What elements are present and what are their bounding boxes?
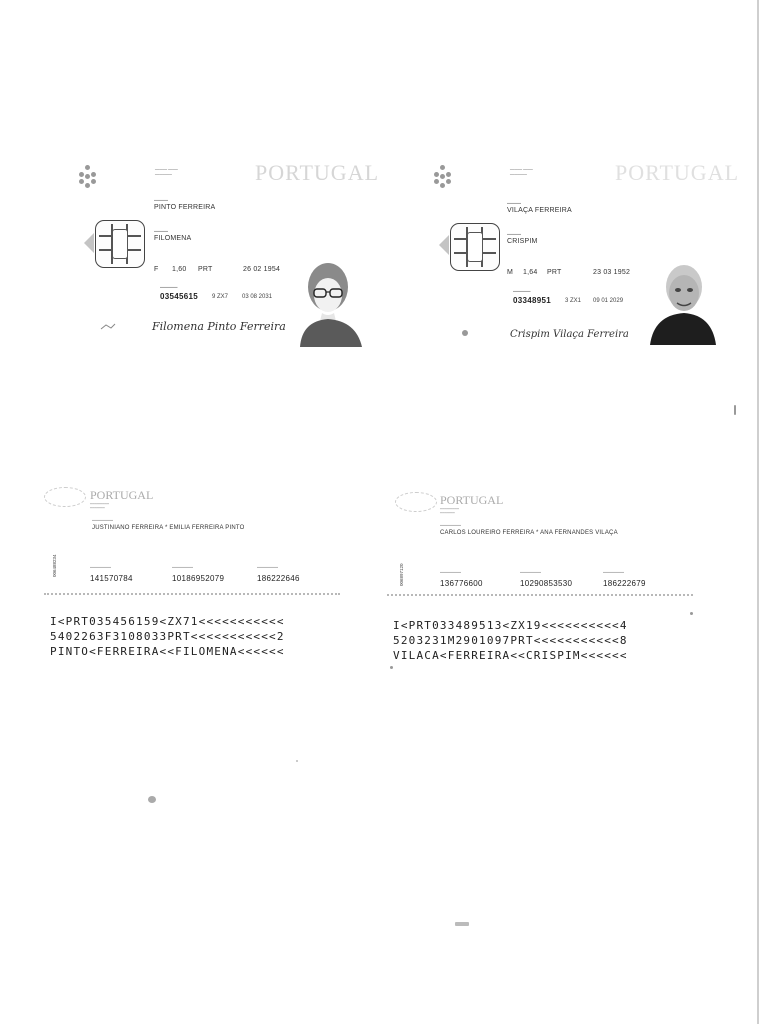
sex: F xyxy=(154,266,159,273)
given-names: CRISPIM xyxy=(507,238,538,245)
flag-dots-icon xyxy=(75,165,99,189)
social-security-number: 10290853530 xyxy=(520,579,573,588)
signature: Crispim Vilaça Ferreira xyxy=(510,329,629,340)
back-doc-title: ━━━━━━━━━ ━━━━━━━ xyxy=(90,502,109,510)
parents-label: ▬▬▬▬▬▬ xyxy=(440,523,461,527)
surname-label: ▬▬▬▬ xyxy=(507,201,521,205)
height: 1,64 xyxy=(523,269,538,276)
doc-number: 03348951 xyxy=(513,296,551,305)
docnum-label: ▬▬▬▬▬ xyxy=(513,289,531,293)
back-country: PORTUGAL xyxy=(90,488,154,502)
mrz-line-1: I<PRT035456159<ZX71<<<<<<<<<<< xyxy=(50,615,285,628)
triangle-mark xyxy=(84,233,94,253)
perforation-line xyxy=(44,593,340,595)
parents: JUSTINIANO FERREIRA * EMILIA FERREIRA PINTO xyxy=(92,525,245,531)
perforation-line xyxy=(387,594,693,596)
card-back-filomena xyxy=(42,485,342,665)
mrz-line-3: VILACA<FERREIRA<<CRISPIM<<<<<< xyxy=(393,649,628,662)
portrait-photo xyxy=(298,255,364,347)
health-number: 186222679 xyxy=(603,579,646,588)
tax-number: 136776600 xyxy=(440,579,483,588)
health-number: 186222646 xyxy=(257,574,300,583)
check-code: 9 ZX7 xyxy=(212,294,229,300)
surname: PINTO FERREIRA xyxy=(154,204,216,211)
tax-number: 141570784 xyxy=(90,574,133,583)
flag-dots-icon xyxy=(430,165,454,189)
surname: VILAÇA FERREIRA xyxy=(507,207,572,214)
docnum-label: ▬▬▬▬▬ xyxy=(160,285,178,289)
mrz-line-1: I<PRT033489513<ZX19<<<<<<<<<<4 xyxy=(393,619,628,632)
signature-mark xyxy=(100,323,116,331)
social-security-number: 10186952079 xyxy=(172,574,225,583)
scan-speck xyxy=(734,405,736,415)
doc-number: 03545615 xyxy=(160,292,198,301)
chip-icon xyxy=(450,223,500,271)
given-names: FILOMENA xyxy=(154,235,192,242)
scan-speck xyxy=(296,760,298,762)
number-label: ▬▬▬▬▬▬ xyxy=(520,570,541,574)
triangle-mark xyxy=(439,235,449,255)
signature-mark xyxy=(457,329,473,337)
number-label: ▬▬▬▬▬▬ xyxy=(90,565,111,569)
nationality: PRT xyxy=(198,266,213,273)
side-code: 006897120 xyxy=(399,563,404,586)
header-small: ━━━━━ ━━━━ ━━━━━━━ xyxy=(155,167,178,177)
back-doc-title: ━━━━━━━━━ ━━━━━━━ xyxy=(440,507,459,515)
sex: M xyxy=(507,269,514,276)
country-name: PORTUGAL xyxy=(615,160,740,185)
card-back-crispim xyxy=(385,490,695,670)
mrz-line-2: 5402263F3108033PRT<<<<<<<<<<<2 xyxy=(50,630,285,643)
surname-label: ▬▬▬▬ xyxy=(154,198,168,202)
header-small: ━━━━━ ━━━━ ━━━━━━━ xyxy=(510,167,533,177)
mrz-line-2: 5203231M2901097PRT<<<<<<<<<<<8 xyxy=(393,634,628,647)
back-country: PORTUGAL xyxy=(440,493,504,507)
nationality: PRT xyxy=(547,269,562,276)
scan-speck xyxy=(690,612,693,615)
parents-label: ▬▬▬▬▬▬ xyxy=(92,518,113,522)
number-label: ▬▬▬▬▬▬ xyxy=(172,565,193,569)
scan-speck xyxy=(455,922,469,926)
expiry-date: 09 01 2029 xyxy=(593,298,624,304)
height: 1,60 xyxy=(172,266,187,273)
emblem-icon xyxy=(44,487,86,507)
side-code: 006488234 xyxy=(52,554,57,577)
expiry-date: 03 08 2031 xyxy=(242,294,273,300)
check-code: 3 ZX1 xyxy=(565,298,582,304)
chip-icon xyxy=(95,220,145,268)
birth-date: 26 02 1954 xyxy=(243,266,281,273)
number-label: ▬▬▬▬▬▬ xyxy=(257,565,278,569)
page-edge xyxy=(757,0,759,1024)
number-label: ▬▬▬▬▬▬ xyxy=(603,570,624,574)
parents: CARLOS LOUREIRO FERREIRA * ANA FERNANDES VILAÇA xyxy=(440,530,618,536)
scan-speck xyxy=(390,666,393,669)
mrz-line-3: PINTO<FERREIRA<<FILOMENA<<<<<< xyxy=(50,645,285,658)
portrait-photo xyxy=(650,253,716,345)
number-label: ▬▬▬▬▬▬ xyxy=(440,570,461,574)
emblem-icon xyxy=(395,492,437,512)
scan-speck xyxy=(148,796,156,803)
country-name: PORTUGAL xyxy=(255,160,380,185)
birth-date: 23 03 1952 xyxy=(593,269,631,276)
card-front-crispim xyxy=(425,155,740,350)
signature: Filomena Pinto Ferreira xyxy=(152,320,286,333)
card-front-filomena xyxy=(70,155,380,350)
given-label: ▬▬▬▬ xyxy=(507,232,521,236)
given-label: ▬▬▬▬ xyxy=(154,229,168,233)
